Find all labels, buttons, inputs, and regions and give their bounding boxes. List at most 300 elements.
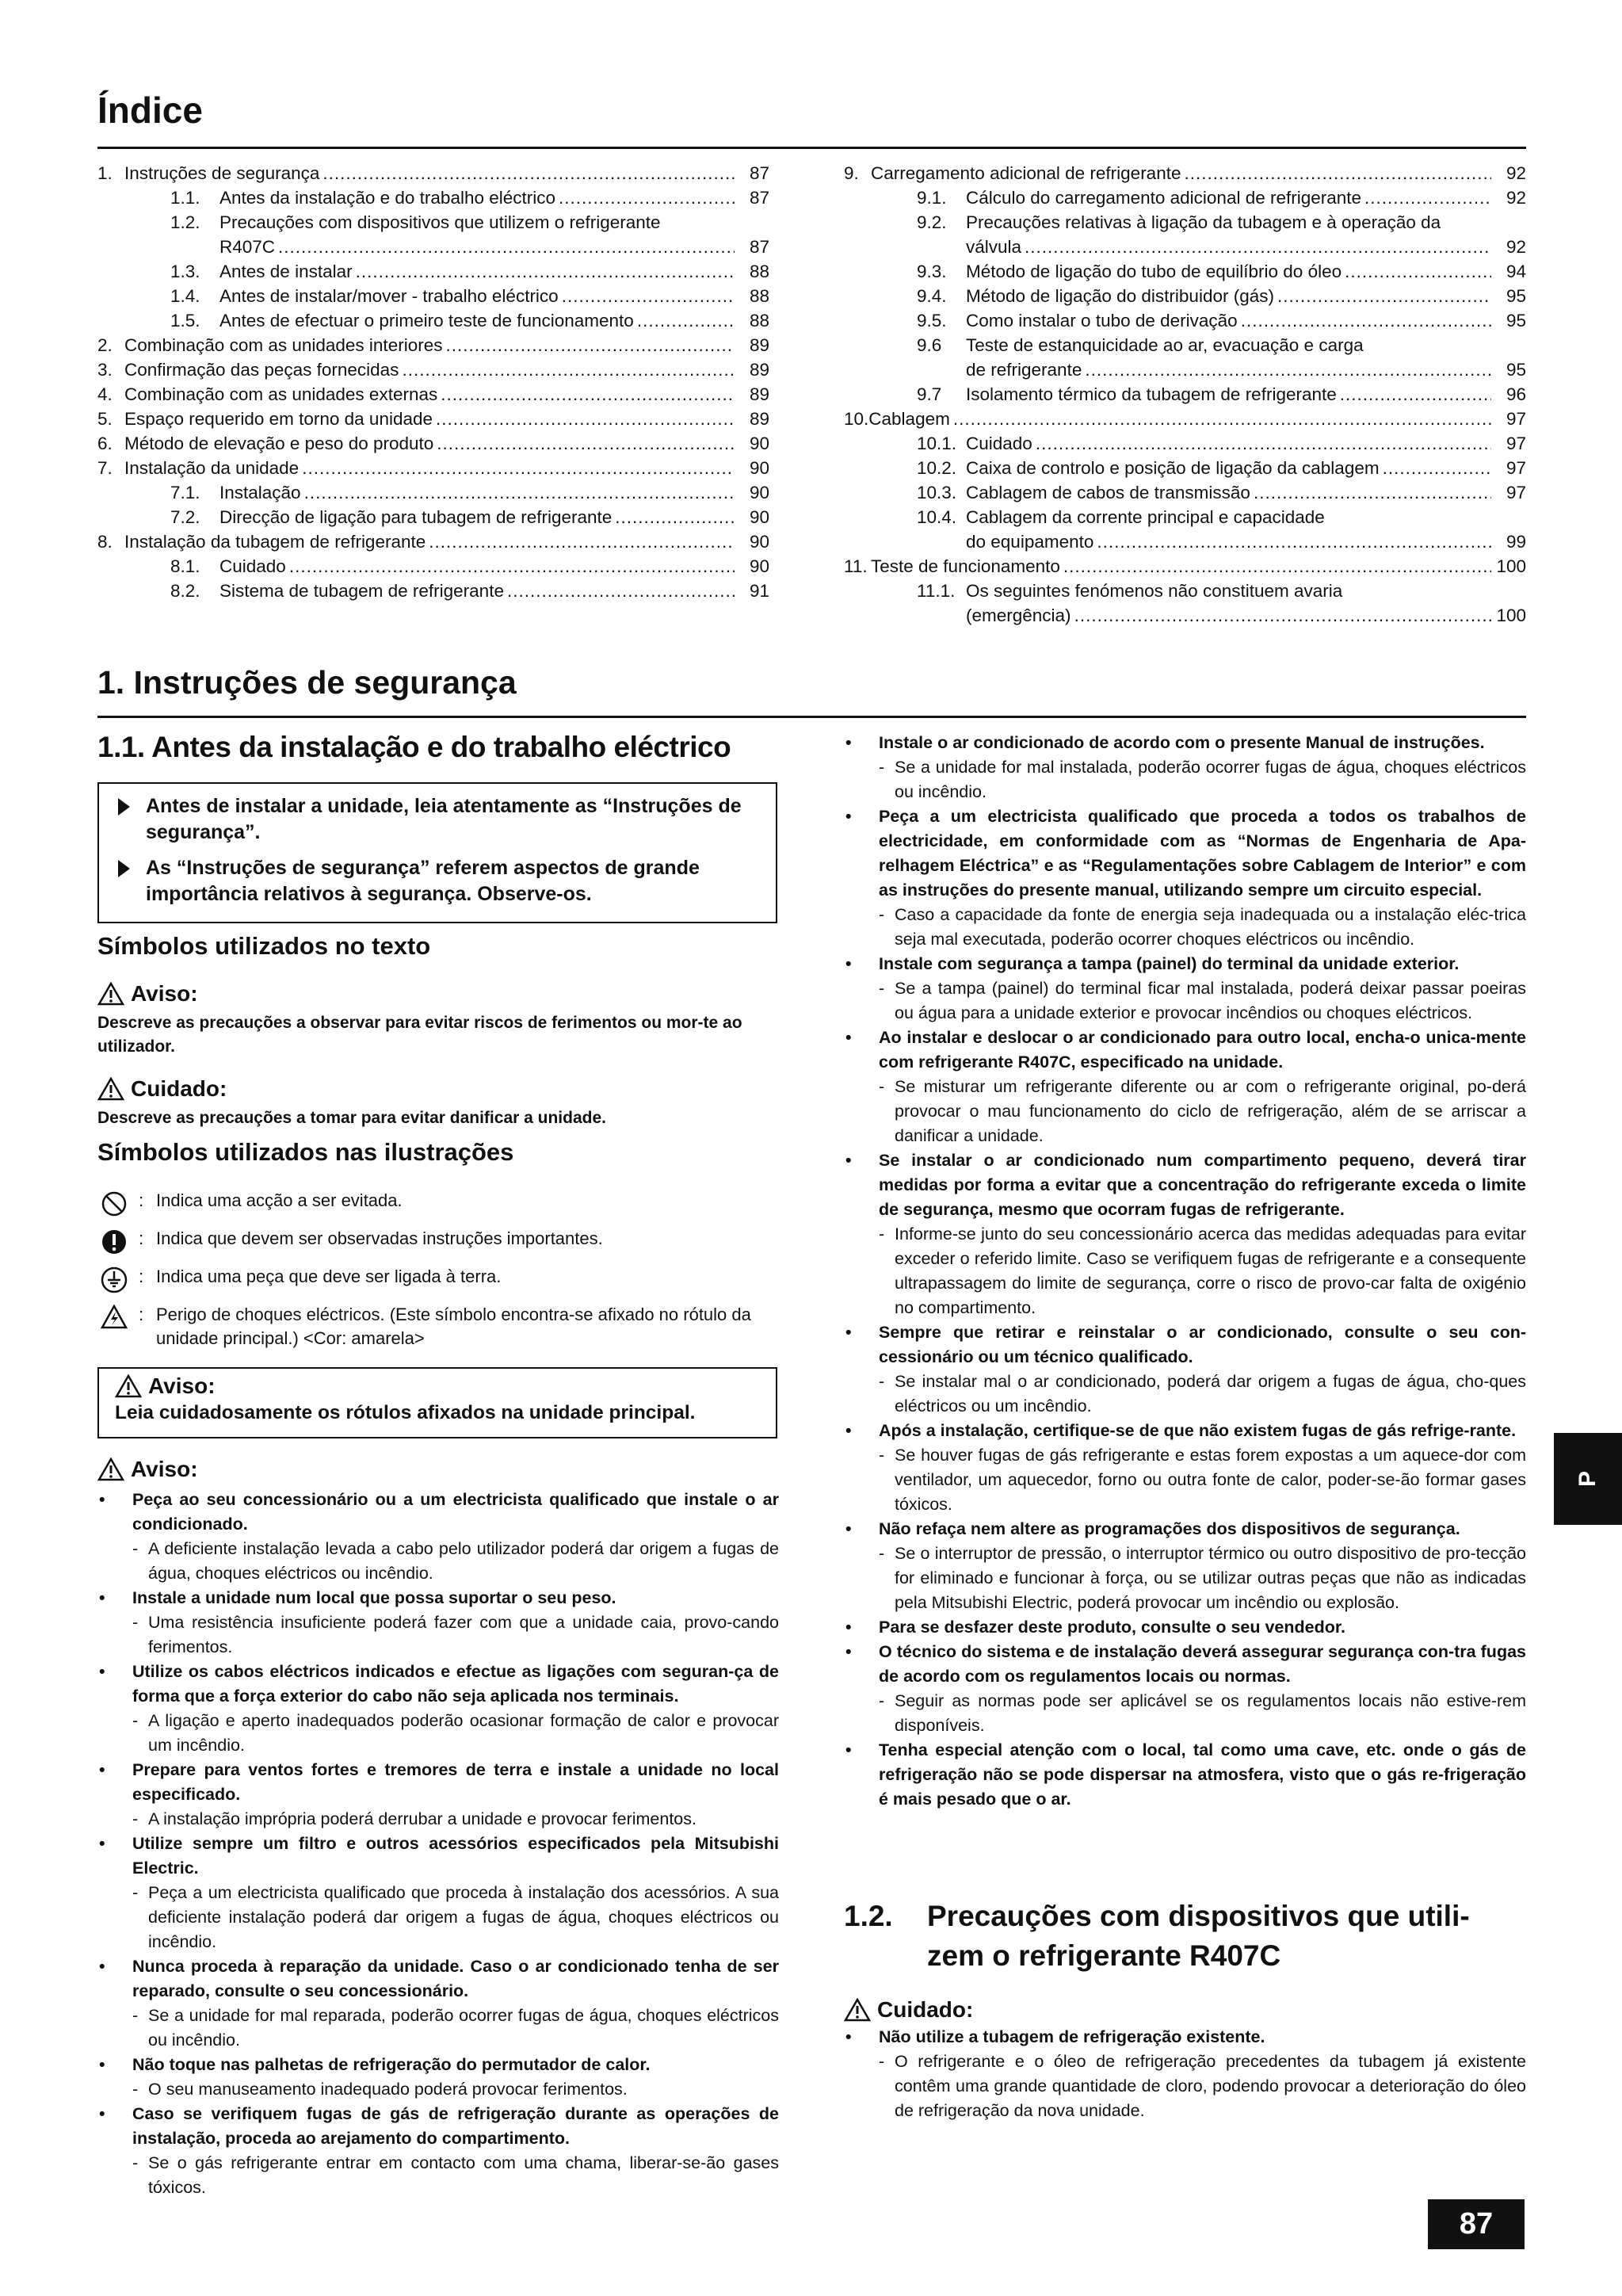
- bullet-item: [97, 1758, 779, 1807]
- bullet-subtext: Peça a um electricista qualificado que proceda à instalação dos acessórios. A sua deficiente instalação poderá dar origem a fugas de água, choques eléctricos ou incêndio.: [148, 1883, 779, 1951]
- bullet-dot: •: [845, 1519, 852, 1538]
- bullet-dot: •: [845, 1740, 852, 1759]
- toc-entry-text: Método de elevação e peso do produto: [124, 434, 434, 453]
- toc-entry-text: Antes de instalar/mover - trabalho eléctrico: [219, 286, 559, 306]
- toc-leader-dots: [402, 357, 735, 382]
- index-rule: [97, 147, 1526, 149]
- toc-leader-dots: [322, 161, 735, 185]
- cuidado2-heading: Cuidado:: [844, 1997, 973, 2023]
- toc-leader-dots: [302, 456, 735, 480]
- toc-entry-page: 88: [749, 311, 769, 330]
- toc-entry-number: 9.3.: [917, 262, 947, 281]
- bullet-subitem: [97, 1807, 779, 1832]
- toc-entry[interactable]: [97, 456, 769, 480]
- toc-entry[interactable]: [844, 505, 1526, 529]
- toc-entry[interactable]: [97, 210, 769, 235]
- bullet-subtext: O refrigerante e o óleo de refrigeração precedentes da tubagem já existente contêm uma grande quantidade de cloro, podendo provocar a deterioração do óleo de refrigeração da nova unidade.: [895, 2052, 1526, 2120]
- bullet-subtext: Se misturar um refrigerante diferente ou ar com o refrigerante original, po-derá provocar o mau funcionamento do ciclo de refrigeração, além de se arriscar a danificar a unidade.: [895, 1077, 1526, 1145]
- toc-entry-text: Cablagem de cabos de transmissão: [966, 483, 1250, 502]
- toc-entry[interactable]: [97, 259, 769, 284]
- bullet-text: Tenha especial atenção com o local, tal como uma cave, etc. onde o gás de refrigeração não se pode dispersar na atmosfera, visto que o gás re-frigeração é mais pesado que o ar.: [879, 1740, 1526, 1809]
- bullet-item: [97, 1954, 779, 2004]
- bullet-subtext: A ligação e aperto inadequados poderão ocasionar formação de calor e provocar um incêndio.: [148, 1711, 779, 1755]
- toc-entry-page: 95: [1506, 311, 1526, 330]
- dash-marker: -: [879, 1446, 885, 1465]
- toc-entry[interactable]: [97, 235, 769, 259]
- toc-entry-text: de refrigerante: [966, 360, 1082, 380]
- toc-leader-dots: [1097, 529, 1491, 554]
- toc-entry-number: 2.: [97, 335, 113, 355]
- toc-entry[interactable]: [97, 480, 769, 505]
- exclamation-icon: [101, 1228, 128, 1255]
- toc-entry-text: Caixa de controlo e posição de ligação da cablagem: [966, 458, 1380, 478]
- dash-marker: -: [879, 1077, 885, 1096]
- toc-entry[interactable]: [844, 210, 1526, 235]
- toc-entry[interactable]: [97, 529, 769, 554]
- toc-entry-number: 10.: [844, 409, 869, 429]
- toc-entry[interactable]: [844, 161, 1526, 185]
- toc-leader-dots: [1074, 603, 1491, 628]
- toc-entry-page: 87: [749, 188, 769, 208]
- toc-entry-text: Combinação com as unidades externas: [124, 384, 438, 404]
- toc-entry-page: 97: [1506, 458, 1526, 478]
- toc-entry-number: 9.7: [917, 384, 942, 404]
- bullet-dot: •: [99, 2055, 105, 2074]
- bullet-text: Caso se verifiquem fugas de gás de refrigeração durante as operações de instalação, proceda ao arejamento do compartimento.: [132, 2104, 779, 2148]
- bullet-text: Utilize os cabos eléctricos indicados e efectue as ligações com seguran-ça de forma que a força exterior do cabo não seja aplicada nos terminais.: [132, 1662, 779, 1706]
- toc-entry-page: 88: [749, 262, 769, 281]
- bullet-dot: •: [845, 954, 852, 973]
- bullet-subtext: O seu manuseamento inadequado poderá provocar ferimentos.: [148, 2080, 628, 2099]
- toc-entry[interactable]: [844, 529, 1526, 554]
- bullet-dot: •: [845, 1642, 852, 1661]
- toc-entry-text: Carregamento adicional de refrigerante: [871, 163, 1181, 183]
- toc-leader-dots: [429, 529, 735, 554]
- toc-entry-page: 96: [1506, 384, 1526, 404]
- toc-entry-number: 10.1.: [917, 434, 957, 453]
- bullet-subitem: [844, 903, 1526, 952]
- toc-entry-page: 92: [1506, 163, 1526, 183]
- toc-entry[interactable]: [844, 554, 1526, 579]
- toc-entry-number: 1.1.: [170, 188, 200, 208]
- toc-leader-dots: [445, 333, 735, 357]
- toc-entry-page: 94: [1506, 262, 1526, 281]
- toc-entry-text: Antes da instalação e do trabalho eléctrico: [219, 188, 556, 208]
- toc-entry-number: 9.2.: [917, 212, 947, 232]
- toc-entry-number: 10.4.: [917, 507, 957, 527]
- toc-leader-dots: [1241, 308, 1491, 333]
- electric-shock-icon: [101, 1305, 128, 1330]
- bullet-dot: •: [99, 1588, 105, 1607]
- bullet-item: [844, 1615, 1526, 1640]
- toc-entry-number: 1.3.: [170, 262, 200, 281]
- right-warning-list: [844, 731, 1526, 1812]
- dash-marker: -: [879, 758, 885, 777]
- dash-marker: -: [132, 1711, 139, 1730]
- bullet-text: Para se desfazer deste produto, consulte o seu vendedor.: [879, 1618, 1346, 1637]
- toc-entry[interactable]: [844, 579, 1526, 603]
- toc-entry-page: 92: [1506, 188, 1526, 208]
- bullet-subtext: Caso a capacidade da fonte de energia seja inadequada ou a instalação eléc-trica seja mal executada, poderão ocorrer choques eléctricos ou incêndio.: [895, 905, 1526, 949]
- toc-entry-text: válvula: [966, 237, 1022, 257]
- toc-leader-dots: [1063, 554, 1491, 579]
- language-tab: P: [1554, 1433, 1622, 1525]
- toc-entry-text: Sistema de tubagem de refrigerante: [219, 581, 504, 601]
- aviso-heading: Aviso:: [97, 981, 198, 1007]
- toc-left-column: [97, 161, 769, 603]
- toc-entry-text: Método de ligação do tubo de equilíbrio do óleo: [966, 262, 1342, 281]
- bullet-item: [844, 1640, 1526, 1689]
- toc-entry[interactable]: [97, 554, 769, 579]
- bullet-dot: •: [845, 1618, 852, 1637]
- intro-item: As “Instruções de segurança” referem aspectos de grande importância relativos à segurança. Observe-os.: [110, 855, 765, 907]
- bullet-text: Instale a unidade num local que possa suportar o seu peso.: [132, 1588, 616, 1607]
- toc-entry-text: Instalação: [219, 483, 301, 502]
- bullet-subtext: Se instalar mal o ar condicionado, poderá dar origem a fugas de água, cho-ques eléctricos ou um incêndio.: [895, 1372, 1526, 1415]
- toc-entry-page: 95: [1506, 360, 1526, 380]
- toc-entry-page: 90: [749, 556, 769, 576]
- toc-leader-dots: [1383, 456, 1491, 480]
- bullet-text: Se instalar o ar condicionado num compartimento pequeno, deverá tirar medidas por forma a evitar que a concentração do refrigerante exceda o limite de segurança, mesmo que ocorram fugas de refrigerante.: [879, 1151, 1526, 1219]
- toc-leader-dots: [562, 284, 735, 308]
- bullet-subtext: Se a unidade for mal instalada, poderão ocorrer fugas de água, choques eléctricos ou incêndio.: [895, 758, 1526, 801]
- toc-entry[interactable]: [97, 407, 769, 431]
- bullet-text: Instale o ar condicionado de acordo com o presente Manual de instruções.: [879, 733, 1485, 752]
- toc-entry-number: 1.4.: [170, 286, 200, 306]
- bullet-dot: •: [845, 1151, 852, 1170]
- section-1-2-title: 1.2. Precauções com dispositivos que utili- zem o refrigerante R407C: [844, 1900, 1470, 1972]
- toc-entry-number: 1.5.: [170, 311, 200, 330]
- toc-leader-dots: [356, 259, 735, 284]
- toc-entry-text: Combinação com as unidades interiores: [124, 335, 443, 355]
- toc-entry-page: 99: [1506, 532, 1526, 552]
- toc-leader-dots: [289, 554, 735, 579]
- toc-entry-number: 11.: [844, 556, 868, 576]
- toc-entry-text: Instalação da unidade: [124, 458, 300, 478]
- toc-entry[interactable]: [97, 333, 769, 357]
- bullet-subitem: [844, 1443, 1526, 1517]
- toc-entry-page: 89: [749, 409, 769, 429]
- toc-entry-page: 90: [749, 458, 769, 478]
- warning-icon: [97, 1457, 124, 1481]
- index-title: Índice: [97, 90, 203, 131]
- toc-leader-dots: [1340, 382, 1491, 407]
- cuidado-description: Descreve as precauções a tomar para evitar danificar a unidade.: [97, 1109, 606, 1127]
- toc-leader-dots: [437, 431, 735, 456]
- arrow-icon: [118, 798, 130, 816]
- toc-leader-dots: [637, 308, 735, 333]
- toc-entry-page: 90: [749, 532, 769, 552]
- intro-box: [97, 782, 777, 923]
- toc-entry-page: 92: [1506, 237, 1526, 257]
- toc-entry-text: Teste de funcionamento: [871, 556, 1060, 576]
- intro-item: Antes de instalar a unidade, leia atentamente as “Instruções de segurança”.: [110, 793, 765, 846]
- bullet-subitem: [97, 2151, 779, 2200]
- warning-icon: [844, 1998, 871, 2022]
- bullet-subtext: Se a tampa (painel) do terminal ficar mal instalada, poderá deixar passar poeiras ou água para a unidade exterior e provocar incêndios ou choques eléctricos.: [895, 979, 1526, 1022]
- dash-marker: -: [132, 2153, 139, 2172]
- bullet-dot: •: [845, 1421, 852, 1440]
- bullet-item: [97, 2053, 779, 2077]
- dash-marker: -: [879, 979, 885, 998]
- toc-leader-dots: [1025, 235, 1491, 259]
- toc-entry[interactable]: [844, 259, 1526, 284]
- bullet-subitem: [844, 1689, 1526, 1738]
- bullet-text: Nunca proceda à reparação da unidade. Caso o ar condicionado tenha de ser reparado, consulte o seu concessionário.: [132, 1957, 779, 2000]
- warning-icon: [97, 982, 124, 1006]
- toc-entry-text: Como instalar o tubo de derivação: [966, 311, 1238, 330]
- bullet-item: [97, 2102, 779, 2151]
- toc-entry-text: Instruções de segurança: [124, 163, 320, 183]
- toc-entry-number: 7.: [97, 458, 113, 478]
- ground-icon: [101, 1266, 128, 1293]
- toc-leader-dots: [1254, 480, 1491, 505]
- toc-entry-text: Cablagem da corrente principal e capacidade: [966, 507, 1325, 527]
- toc-entry-number: 10.2.: [917, 458, 957, 478]
- cuidado2-list: [844, 2025, 1526, 2123]
- bullet-text: Não refaça nem altere as programações dos dispositivos de segurança.: [879, 1519, 1460, 1538]
- toc-leader-dots: [278, 235, 735, 259]
- toc-entry-text: Cablagem: [868, 409, 950, 429]
- symbol-row: : Indica que devem ser observadas instruções importantes.: [97, 1227, 795, 1255]
- toc-entry-number: 11.1.: [917, 581, 956, 601]
- section-1-title: 1. Instruções de segurança: [97, 664, 517, 701]
- toc-leader-dots: [953, 407, 1491, 431]
- bullet-dot: •: [845, 733, 852, 752]
- toc-entry-number: 1.: [97, 163, 113, 183]
- toc-entry-page: 97: [1506, 409, 1526, 429]
- bullet-subitem: [844, 1075, 1526, 1148]
- bullet-dot: •: [99, 1957, 105, 1976]
- bullet-item: [844, 804, 1526, 903]
- toc-entry-page: 89: [749, 335, 769, 355]
- toc-right-column: [844, 161, 1526, 628]
- bullet-item: [844, 1320, 1526, 1370]
- toc-entry[interactable]: [844, 603, 1526, 628]
- toc-entry-page: 97: [1506, 483, 1526, 502]
- bullet-subitem: [97, 1610, 779, 1660]
- symbol-row: : Perigo de choques eléctricos. (Este símbolo encontra-se afixado no rótulo da unidade principal.) <Cor: amarela>: [97, 1303, 795, 1350]
- toc-entry-text: Antes de instalar: [219, 262, 353, 281]
- toc-entry-page: 90: [749, 507, 769, 527]
- bullet-text: Prepare para ventos fortes e tremores de terra e instale a unidade no local especificado.: [132, 1760, 779, 1804]
- toc-entry-page: 89: [749, 360, 769, 380]
- toc-entry-text: Cuidado: [966, 434, 1032, 453]
- toc-entry[interactable]: [97, 579, 769, 603]
- toc-leader-dots: [507, 579, 735, 603]
- bullet-subitem: [97, 2004, 779, 2053]
- toc-leader-dots: [1277, 284, 1491, 308]
- toc-entry-page: 87: [749, 237, 769, 257]
- bullet-subitem: [844, 1541, 1526, 1615]
- toc-entry-number: 9.4.: [917, 286, 947, 306]
- toc-entry[interactable]: [844, 431, 1526, 456]
- left-warning-list: [97, 1488, 779, 2200]
- toc-entry-page: 87: [749, 163, 769, 183]
- toc-entry-number: 7.2.: [170, 507, 200, 527]
- toc-entry[interactable]: [844, 235, 1526, 259]
- toc-entry[interactable]: [97, 431, 769, 456]
- bullet-text: Sempre que retirar e reinstalar o ar condicionado, consulte o seu con-cessionário ou um técnico qualificado.: [879, 1323, 1526, 1366]
- toc-entry[interactable]: [97, 505, 769, 529]
- bullet-subtext: Se o gás refrigerante entrar em contacto com uma chama, liberar-se-ão gases tóxicos.: [148, 2153, 779, 2197]
- bullet-subtext: A instalação imprópria poderá derrubar a unidade e provocar ferimentos.: [148, 1809, 697, 1828]
- bullet-subtext: Seguir as normas pode ser aplicável se os regulamentos locais não estive-rem disponíveis.: [895, 1691, 1526, 1735]
- toc-entry-number: 7.1.: [170, 483, 200, 502]
- toc-entry[interactable]: [844, 456, 1526, 480]
- toc-entry-number: 3.: [97, 360, 113, 380]
- section-1-1-title: 1.1. Antes da instalação e do trabalho eléctrico: [97, 731, 731, 763]
- bullet-text: Peça a um electricista qualificado que proceda a todos os trabalhos de electricidade, em conformidade com as “Normas de Engenharia de Apa-relhagem Eléctrica” e as “Regulamentações sobre Cablagem de Interior” e com as instruções do presente manual, utilizando sempre um circuito especial.: [879, 807, 1526, 900]
- bullet-item: [97, 1832, 779, 1881]
- toc-entry-number: 8.: [97, 532, 113, 552]
- bullet-text: Instale com segurança a tampa (painel) do terminal da unidade exterior.: [879, 954, 1460, 973]
- bullet-text: Não utilize a tubagem de refrigeração existente.: [879, 2027, 1265, 2046]
- toc-entry[interactable]: [844, 284, 1526, 308]
- bullet-subitem: [844, 755, 1526, 804]
- dash-marker: -: [132, 1539, 139, 1558]
- toc-entry[interactable]: [97, 308, 769, 333]
- aviso2-heading: Aviso:: [97, 1457, 198, 1482]
- toc-entry-number: 6.: [97, 434, 113, 453]
- toc-leader-dots: [441, 382, 735, 407]
- bullet-item: [844, 1148, 1526, 1222]
- page-number: 87: [1428, 2199, 1525, 2249]
- toc-entry-number: 9.: [844, 163, 859, 183]
- bullet-dot: •: [845, 2027, 852, 2046]
- toc-leader-dots: [304, 480, 735, 505]
- toc-entry[interactable]: [844, 333, 1526, 357]
- bullet-subitem: [97, 1881, 779, 1954]
- toc-entry[interactable]: [97, 382, 769, 407]
- toc-entry[interactable]: [844, 357, 1526, 382]
- dash-marker: -: [879, 1372, 885, 1391]
- bullet-subitem: [844, 1370, 1526, 1419]
- bullet-subitem: [844, 976, 1526, 1026]
- toc-entry-page: 95: [1506, 286, 1526, 306]
- bullet-subtext: Se o interruptor de pressão, o interruptor térmico ou outro dispositivo de pro-tecção for eliminado e funcionar à força, ou se utilizar outras peças que não as indicadas pela Mitsubishi Electric, poderá provocar um incêndio ou explosão.: [895, 1544, 1526, 1612]
- dash-marker: -: [879, 1691, 885, 1710]
- symbol-row: : Indica uma acção a ser evitada.: [97, 1189, 795, 1217]
- toc-entry-text: Precauções relativas à ligação da tubagem e à operação da: [966, 212, 1441, 232]
- bullet-subtext: Se houver fugas de gás refrigerante e estas forem expostas a um aquece-dor com ventilador, um aquecedor, forno ou outra fonte de calor, poder-se-ão formar gases tóxicos.: [895, 1446, 1526, 1514]
- toc-entry-number: 8.2.: [170, 581, 200, 601]
- toc-entry-text: Antes de efectuar o primeiro teste de funcionamento: [219, 311, 634, 330]
- toc-entry[interactable]: [844, 308, 1526, 333]
- warning-icon: [97, 1077, 124, 1101]
- arrow-icon: [118, 860, 130, 877]
- bullet-item: [844, 1738, 1526, 1812]
- toc-entry-number: 4.: [97, 384, 113, 404]
- toc-entry-text: Isolamento térmico da tubagem de refrigerante: [966, 384, 1337, 404]
- bullet-subtext: Informe-se junto do seu concessionário acerca das medidas adequadas para evitar exceder o referido limite. Caso se verifiquem fugas de refrigerante e a consequente ultrapassagem do limite de segurança, corre o risco de provo-car falta de oxigénio no compartimento.: [895, 1224, 1526, 1317]
- aviso-label-box: [97, 1367, 777, 1438]
- toc-entry-number: 9.6: [917, 335, 942, 355]
- bullet-item: [844, 1026, 1526, 1075]
- aviso-box-text: Leia cuidadosamente os rótulos afixados na unidade principal.: [115, 1402, 696, 1423]
- toc-entry[interactable]: [97, 357, 769, 382]
- bullet-text: Após a instalação, certifique-se de que não existem fugas de gás refrige-rante.: [879, 1421, 1517, 1440]
- toc-entry-page: 90: [749, 434, 769, 453]
- toc-entry[interactable]: [844, 407, 1526, 431]
- toc-entry[interactable]: [97, 161, 769, 185]
- symbols-text-title: Símbolos utilizados no texto: [97, 932, 431, 960]
- toc-entry-page: 89: [749, 384, 769, 404]
- toc-entry-text: (emergência): [966, 606, 1071, 625]
- toc-entry-number: 9.5.: [917, 311, 947, 330]
- bullet-text: Peça ao seu concessionário ou a um electricista qualificado que instale o ar condicionado.: [132, 1490, 779, 1534]
- toc-entry-text: Cuidado: [219, 556, 286, 576]
- bullet-item: [844, 952, 1526, 976]
- toc-entry-text: Confirmação das peças fornecidas: [124, 360, 399, 380]
- toc-leader-dots: [436, 407, 735, 431]
- bullet-item: [844, 731, 1526, 755]
- toc-entry[interactable]: [844, 185, 1526, 210]
- toc-leader-dots: [559, 185, 735, 210]
- toc-leader-dots: [1184, 161, 1491, 185]
- toc-leader-dots: [615, 505, 735, 529]
- bullet-dot: •: [99, 1834, 105, 1853]
- toc-entry-page: 100: [1496, 606, 1526, 625]
- toc-leader-dots: [1085, 357, 1491, 382]
- bullet-text: O técnico do sistema e de instalação deverá assegurar segurança con-tra fugas de acordo com os regulamentos locais ou normas.: [879, 1642, 1526, 1686]
- toc-entry[interactable]: [97, 185, 769, 210]
- toc-leader-dots: [1345, 259, 1491, 284]
- toc-entry-number: 9.1.: [917, 188, 947, 208]
- toc-entry[interactable]: [97, 284, 769, 308]
- cuidado-heading: Cuidado:: [97, 1076, 227, 1102]
- bullet-dot: •: [99, 2104, 105, 2123]
- toc-entry-text: Direcção de ligação para tubagem de refrigerante: [219, 507, 613, 527]
- bullet-item: [97, 1586, 779, 1610]
- bullet-item: [844, 2025, 1526, 2050]
- toc-entry-text: Os seguintes fenómenos não constituem avaria: [966, 581, 1343, 601]
- toc-entry-page: 100: [1496, 556, 1526, 576]
- toc-entry-number: 5.: [97, 409, 113, 429]
- dash-marker: -: [879, 905, 885, 924]
- toc-entry-text: R407C: [219, 237, 276, 257]
- toc-leader-dots: [1036, 431, 1491, 456]
- bullet-subtext: Se a unidade for mal reparada, poderão ocorrer fugas de água, choques eléctricos ou incêndio.: [148, 2006, 779, 2050]
- aviso-box-heading: Aviso:: [115, 1373, 760, 1399]
- dash-marker: -: [132, 2080, 139, 2099]
- toc-entry-page: 90: [749, 483, 769, 502]
- bullet-subtext: Uma resistência insuficiente poderá fazer com que a unidade caia, provo-cando ferimentos.: [148, 1613, 779, 1656]
- bullet-dot: •: [845, 1028, 852, 1047]
- bullet-dot: •: [99, 1490, 105, 1509]
- warning-icon: [115, 1374, 142, 1398]
- bullet-text: Não toque nas palhetas de refrigeração do permutador de calor.: [132, 2055, 651, 2074]
- symbols-illus-title: Símbolos utilizados nas ilustrações: [97, 1138, 514, 1166]
- dash-marker: -: [132, 1883, 139, 1902]
- bullet-dot: •: [99, 1662, 105, 1681]
- bullet-item: [844, 1419, 1526, 1443]
- bullet-subitem: [844, 1222, 1526, 1320]
- bullet-text: Utilize sempre um filtro e outros acessórios especificados pela Mitsubishi Electric.: [132, 1834, 779, 1878]
- bullet-item: [844, 1517, 1526, 1541]
- toc-entry-text: Cálculo do carregamento adicional de refrigerante: [966, 188, 1362, 208]
- toc-entry-text: Espaço requerido em torno da unidade: [124, 409, 433, 429]
- bullet-subitem: [844, 2050, 1526, 2123]
- toc-entry[interactable]: [844, 382, 1526, 407]
- dash-marker: -: [132, 1809, 139, 1828]
- bullet-dot: •: [845, 807, 852, 826]
- toc-entry-text: Método de ligação do distribuidor (gás): [966, 286, 1274, 306]
- bullet-subitem: [97, 2077, 779, 2102]
- bullet-subitem: [97, 1537, 779, 1586]
- toc-entry[interactable]: [844, 480, 1526, 505]
- toc-entry-number: 10.3.: [917, 483, 957, 502]
